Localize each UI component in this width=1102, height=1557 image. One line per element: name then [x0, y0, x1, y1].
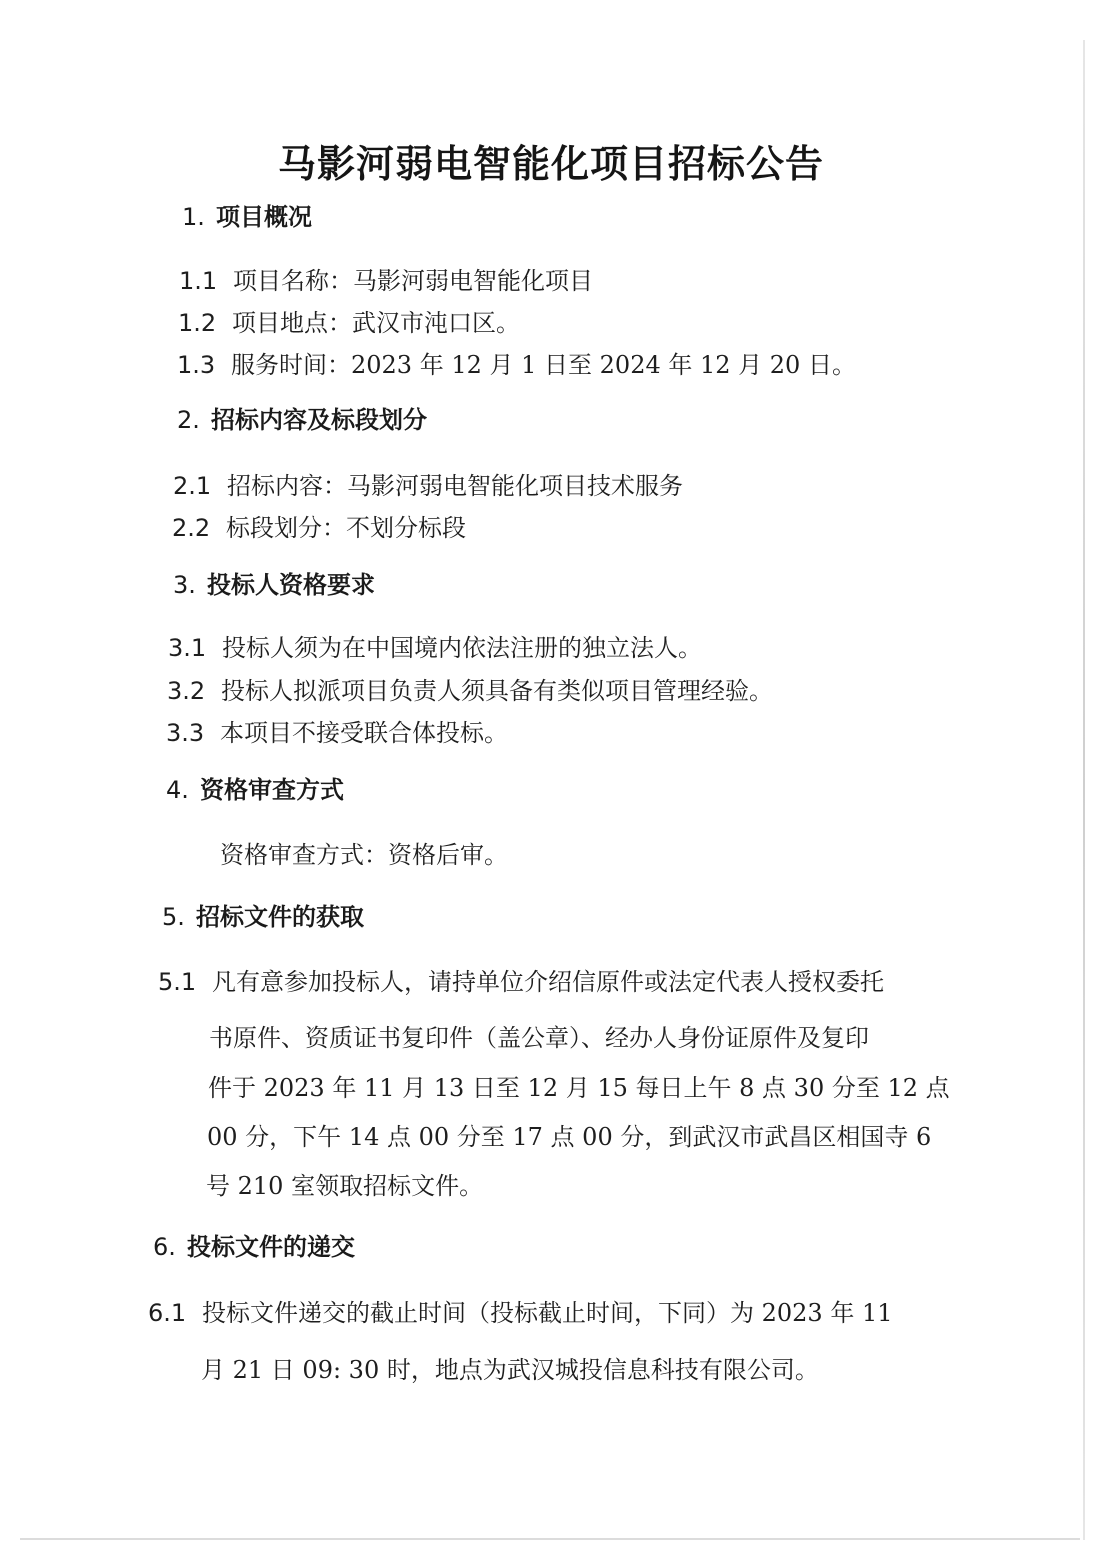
item-6-1	[148, 1293, 893, 1328]
section-title: 招标文件的获取	[196, 903, 364, 931]
item-number: 3.2	[167, 677, 206, 705]
item-2-1	[173, 466, 683, 501]
item-number: 2.1	[173, 472, 212, 500]
item-text-line: 凡有意参加投标人，请持单位介绍信原件或法定代表人授权委托	[212, 968, 884, 996]
section-3-heading	[173, 565, 375, 600]
item-number: 2.2	[172, 514, 211, 542]
item-5-1-line-3: 件于 2023 年 11 月 13 日至 12 月 15 每日上午 8 点 30 分至 12 点	[208, 1074, 950, 1102]
section-4-heading	[166, 770, 344, 805]
item-text: 招标内容：马影河弱电智能化项目技术服务	[227, 472, 683, 500]
item-number: 6.1	[148, 1299, 187, 1327]
item-text: 投标人须为在中国境内依法注册的独立法人。	[222, 634, 702, 662]
scan-edge-right	[1083, 40, 1085, 1540]
section-number: 5.	[162, 903, 185, 931]
section-5-heading	[162, 897, 364, 932]
section-4-text: 资格审查方式：资格后审。	[220, 841, 508, 869]
section-number: 4.	[166, 776, 189, 804]
section-title: 投标人资格要求	[207, 571, 375, 599]
item-text: 本项目不接受联合体投标。	[220, 719, 508, 747]
item-number: 1.2	[178, 309, 217, 337]
item-text: 服务时间：2023 年 12 月 1 日至 2024 年 12 月 20 日。	[231, 351, 856, 379]
item-1-3	[177, 345, 856, 380]
section-title: 投标文件的递交	[187, 1233, 355, 1261]
item-3-1	[168, 628, 702, 663]
section-title: 项目概况	[216, 203, 312, 231]
section-1-heading	[182, 197, 312, 232]
section-title: 招标内容及标段划分	[211, 406, 427, 434]
item-2-2	[172, 508, 466, 543]
section-2-heading	[177, 400, 427, 435]
scan-edge-bottom	[20, 1538, 1080, 1540]
item-5-1-line-2: 书原件、资质证书复印件（盖公章）、经办人身份证原件及复印	[209, 1024, 869, 1052]
item-6-1-line-2: 月 21 日 09: 30 时，地点为武汉城投信息科技有限公司。	[201, 1356, 819, 1384]
item-text: 标段划分：不划分标段	[226, 514, 466, 542]
section-title: 资格审查方式	[200, 776, 344, 804]
section-number: 1.	[182, 203, 205, 231]
section-6-heading	[153, 1227, 355, 1262]
item-number: 3.1	[168, 634, 207, 662]
item-text: 项目地点：武汉市沌口区。	[232, 309, 520, 337]
item-number: 1.1	[179, 267, 218, 295]
item-3-3	[166, 713, 508, 748]
item-number: 5.1	[158, 968, 197, 996]
section-number: 3.	[173, 571, 196, 599]
item-1-2	[178, 303, 520, 338]
item-3-2	[167, 671, 773, 706]
page-title: 马影河弱电智能化项目招标公告	[277, 142, 824, 186]
item-number: 1.3	[177, 351, 216, 379]
item-1-1	[179, 261, 593, 296]
item-text: 项目名称：马影河弱电智能化项目	[233, 267, 593, 295]
item-5-1-line-5: 号 210 室领取招标文件。	[206, 1172, 484, 1200]
item-5-1	[158, 962, 884, 997]
item-5-1-line-4: 00 分，下午 14 点 00 分至 17 点 00 分，到武汉市武昌区相国寺 6	[207, 1123, 932, 1151]
item-number: 3.3	[166, 719, 205, 747]
section-number: 6.	[153, 1233, 176, 1261]
item-text: 投标人拟派项目负责人须具备有类似项目管理经验。	[221, 677, 773, 705]
item-text-line: 投标文件递交的截止时间（投标截止时间，下同）为 2023 年 11	[202, 1299, 893, 1327]
section-number: 2.	[177, 406, 200, 434]
